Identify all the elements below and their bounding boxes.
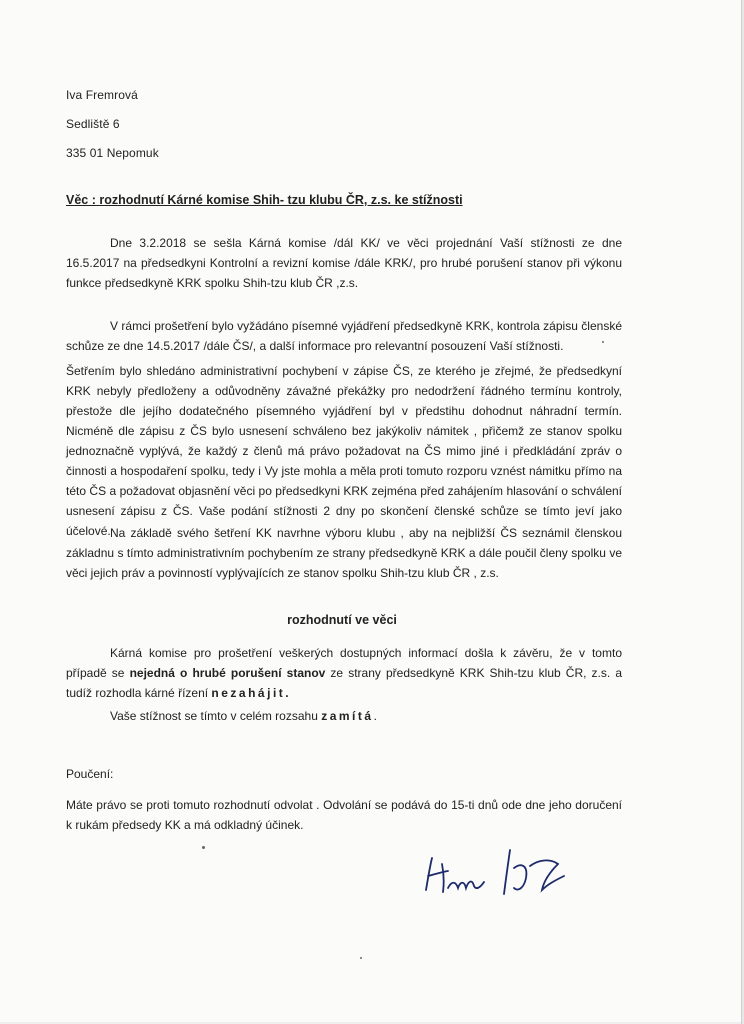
instruction-label: Poučení: <box>66 767 114 781</box>
scan-speck <box>202 846 205 849</box>
paragraph-proposal <box>66 523 622 583</box>
paragraph-proposal-text: Na základě svého šetření KK navrhne výboru klubu , aby na nejbližší ČS seznámil členskou základnu s tímto administrativním pochybením ze strany předsedkyně KRK a dále poučil členy spolku ve věci jejich práv a povinností vyplývajících ze stanov spolku Shih-tzu klub ČR , z.s. <box>66 526 622 580</box>
rejection-text-a: Vaše stížnost se tímto v celém rozsahu <box>110 709 322 723</box>
paragraph-rejection <box>66 706 622 726</box>
page-edge <box>741 0 742 1024</box>
paragraph-decision <box>66 643 622 703</box>
paragraph-investigation <box>66 316 622 356</box>
sender-name: Iva Fremrová <box>66 88 138 102</box>
handwritten-signature-icon <box>418 838 588 908</box>
decision-text-spaced: nezahájit. <box>211 686 292 700</box>
decision-text-c: ze strany předsedkyně KRK Shih-tzu klub ČR, z.s. a tudíž rozhodla kárné řízení <box>66 666 622 700</box>
decision-text-bold: nejedná o hrubé porušení stanov <box>129 666 326 680</box>
paragraph-findings-text: Šetřením bylo shledáno administrativní pochybení v zápise ČS, ze kterého je zřejmé, že předsedkyní KRK nebyly předloženy a odůvodněny závažné překážky pro nedodržení řádného termínu kontroly, přestože dle jejího dodatečného písemného vyjádření byl v předstihu dohodnut náhradní termín. Nicméně dle zápisu z ČS bylo usnesení schváleno bez jakýkoliv námitek , přičemž ze stanov spolku jednoznačně vyplývá, že každý z členů má právo požadovat na ČS mimo jiné i předkládání zpráv o činnosti a hospodaření spolku, tedy i Vy jste mohla a měla proti tomuto rozporu vznést námitku přímo na této ČS a požadovat objasnění věci po předsedkyni KRK zejména před zahájením hlasování o schválení usnesení zápisu z ČS. Vaše podání stížnosti 2 dny po skončení členské schůze se tímto jeví jako účelové. <box>66 364 622 538</box>
paragraph-investigation-text: V rámci prošetření bylo vyžádáno písemné vyjádření předsedkyně KRK, kontrola zápisu členské schůze ze dne 14.5.2017 /dále ČS/, a další informace pro relevantní posouzení Vaší stížnosti. <box>66 319 622 353</box>
decision-heading: rozhodnutí ve věci <box>287 613 397 627</box>
sender-street: Sedliště 6 <box>66 117 120 131</box>
paragraph-findings <box>66 361 622 541</box>
scan-speck <box>360 957 362 959</box>
scan-speck <box>602 341 604 343</box>
sender-city: 335 01 Nepomuk <box>66 146 159 160</box>
instruction-text: Máte právo se proti tomuto rozhodnutí odvolat . Odvolání se podává do 15-ti dnů ode dne jeho doručení k rukám předsedy KK a má odkladný účinek. <box>66 798 622 832</box>
paragraph-meeting-text: Dne 3.2.2018 se sešla Kárná komise /dál KK/ ve věci projednání Vaší stížnosti ze dne 16.5.2017 na předsedkyni Kontrolní a revizní komise /dále KRK/, pro hrubé porušení stanov při výkonu funkce předsedkyně KRK spolku Shih-tzu klub ČR ,z.s. <box>66 236 622 290</box>
decision-text-a: Kárná komise pro prošetření veškerých dostupných informací došla k závěru, že v tomto případě se <box>66 646 622 680</box>
rejection-text-c: . <box>373 709 377 723</box>
rejection-text-spaced: zamítá <box>321 709 374 723</box>
paragraph-meeting <box>66 233 622 293</box>
letter-subject: Věc : rozhodnutí Kárné komise Shih- tzu klubu ČR, z.s. ke stížnosti <box>66 193 463 207</box>
